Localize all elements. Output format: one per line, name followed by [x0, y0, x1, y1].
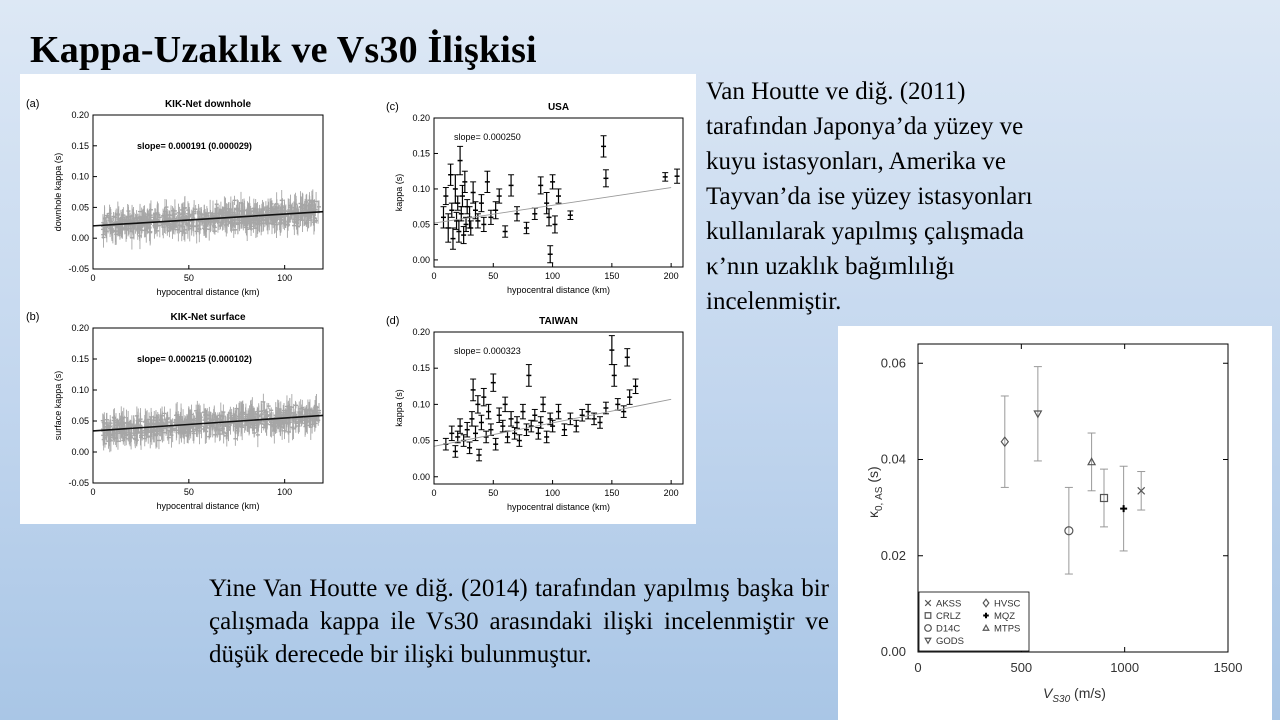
station-point-hvsc: [1001, 396, 1009, 487]
legend-label: CRLZ: [936, 611, 961, 622]
data-point: [547, 246, 553, 263]
y-tick-label: -0.05: [68, 264, 89, 274]
station-point-mtps: [1088, 433, 1096, 491]
data-point: [624, 349, 630, 366]
right-paragraph-line: tarafından Japonya’da yüzey ve: [706, 113, 1024, 140]
data-point: [493, 202, 499, 219]
x-axis-label: hypocentral distance (km): [156, 501, 260, 511]
x-tick-label: 0: [90, 273, 96, 283]
x-tick-label: 0: [90, 487, 96, 497]
y-tick-label: 0.10: [71, 171, 89, 182]
data-point: [488, 210, 494, 224]
slope-annotation: slope= 0.000215 (0.000102): [137, 354, 252, 364]
legend-label: D14C: [936, 623, 961, 635]
legend-label: GODS: [936, 636, 964, 647]
data-point: [540, 397, 546, 411]
x-tick-label: 50: [183, 487, 194, 497]
y-tick-label: 0.00: [880, 644, 906, 659]
data-point: [512, 428, 518, 440]
data-point: [520, 404, 526, 418]
y-tick-label: 0.00: [71, 447, 89, 457]
y-axis-label: downhole kappa (s): [53, 152, 63, 232]
data-point: [662, 173, 668, 182]
y-tick-label: -0.05: [68, 478, 89, 488]
x-axis-label: hypocentral distance (km): [506, 285, 611, 295]
data-point: [552, 216, 558, 233]
data-point: [615, 399, 621, 411]
x-axis-symbol: V: [1043, 685, 1053, 701]
y-tick-label: 0.15: [412, 363, 430, 374]
y-tick-label: 0.15: [412, 148, 430, 159]
y-tick-label: 0.06: [880, 355, 906, 371]
data-point: [556, 189, 562, 203]
y-axis-label: kappa (s): [394, 389, 404, 427]
data-point: [627, 390, 633, 404]
x-tick-label: 200: [663, 488, 679, 498]
data-points: [440, 136, 680, 263]
right-paragraph: [706, 74, 1266, 319]
data-point: [567, 211, 573, 220]
y-tick-label: 0.04: [880, 451, 906, 467]
x-tick-label: 1000: [1110, 660, 1140, 675]
right-paragraph-line: incelenmiştir.: [706, 288, 842, 315]
panel-title: TAIWAN: [539, 316, 578, 327]
data-point: [535, 428, 541, 440]
x-axis-subscript: S30: [1052, 694, 1071, 705]
x-tick-label: 150: [604, 488, 620, 498]
x-tick-label: 0: [431, 488, 437, 498]
x-tick-label: 100: [277, 273, 293, 283]
panel-c: [386, 101, 683, 295]
x-tick-label: 0: [914, 660, 922, 675]
y-axis-label: kappa (s): [394, 173, 404, 212]
y-axis-label: [865, 466, 885, 518]
data-point: [609, 336, 615, 365]
right-paragraph-line: κ’nın uzaklık bağımlılığı: [706, 253, 955, 280]
data-point: [449, 426, 455, 440]
data-point: [469, 412, 475, 426]
data-point: [611, 365, 617, 387]
data-point: [532, 208, 538, 219]
y-axis-subscript: 0, AS: [874, 486, 885, 511]
bottom-paragraph: Yine Van Houtte ve diğ. (2014) tarafından yapılmış başka bir çalışmada kappa ile Vs30 arasındaki ilişki incelenmiştir ve düşük derecede bir ilişki bulunmuştur.: [209, 575, 829, 668]
data-point: [468, 221, 474, 235]
legend-label: AKSS: [936, 598, 962, 610]
panel-a: [26, 98, 323, 297]
data-point: [488, 424, 494, 436]
y-tick-label: 0.10: [71, 385, 89, 395]
y-tick-label: 0.20: [412, 113, 430, 123]
right-paragraph-line: Van Houtte ve diğ. (2011): [706, 78, 966, 105]
x-tick-label: 100: [545, 271, 561, 281]
legend-label: MTPS: [994, 623, 1021, 635]
data-point: [633, 379, 639, 393]
data-point: [550, 175, 556, 189]
data-point: [573, 420, 579, 432]
y-tick-label: 0.05: [412, 219, 430, 230]
y-tick-label: 0.10: [412, 183, 430, 194]
right-paragraph-line: kullanılarak yapılmış çalışmada: [706, 218, 1024, 245]
data-point: [538, 177, 544, 194]
y-tick-label: 0.20: [71, 110, 89, 120]
slide-title: Kappa-Uzaklık ve Vs30 İlişkisi: [30, 29, 537, 71]
distance-figure: [20, 74, 696, 524]
x-tick-label: 1500: [1213, 660, 1243, 675]
x-tick-label: 0: [431, 271, 437, 281]
y-tick-label: 0.20: [71, 323, 89, 333]
station-point-d14c: [1065, 487, 1073, 574]
x-tick-label: 50: [488, 488, 499, 498]
vs30-plot: [865, 344, 1242, 705]
slope-annotation: slope= 0.000191 (0.000029): [137, 141, 252, 151]
data-point: [476, 449, 482, 461]
slope-annotation: slope= 0.000323: [454, 346, 521, 356]
panel-label: (c): [386, 101, 399, 113]
data-point: [579, 409, 585, 421]
data-point: [532, 409, 538, 421]
data-points: [101, 189, 321, 249]
data-point: [502, 397, 508, 411]
panel-title: KIK-Net surface: [170, 312, 246, 323]
data-point: [502, 226, 508, 237]
x-tick-label: 100: [545, 488, 561, 498]
data-point: [528, 420, 534, 432]
data-point: [478, 415, 484, 429]
data-point: [481, 388, 487, 405]
x-tick-label: 100: [277, 487, 293, 497]
data-point: [514, 207, 520, 221]
data-point: [452, 446, 458, 458]
data-point: [493, 438, 499, 450]
data-point: [523, 222, 529, 233]
data-point: [597, 417, 603, 429]
data-point: [440, 207, 446, 228]
y-tick-label: 0.15: [71, 354, 89, 364]
y-tick-label: 0.05: [71, 416, 89, 426]
y-tick-label: 0.10: [412, 399, 430, 410]
data-point: [508, 412, 514, 426]
data-point: [470, 182, 476, 203]
x-tick-label: 200: [663, 271, 679, 281]
data-point: [561, 424, 567, 436]
legend-label: MQZ: [994, 611, 1016, 622]
data-point: [486, 404, 492, 418]
x-axis-unit: (m/s): [1070, 685, 1106, 701]
data-point: [475, 396, 481, 413]
station-point-crlz: [1100, 469, 1108, 527]
y-tick-label: 0.02: [880, 547, 906, 563]
panel-label: (b): [26, 311, 40, 323]
vs30-figure-svg: [838, 326, 1272, 720]
data-point: [496, 189, 502, 203]
x-tick-label: 50: [183, 273, 194, 283]
data-point: [450, 228, 456, 249]
y-tick-label: 0.05: [412, 435, 430, 446]
legend: [919, 592, 1029, 651]
data-point: [467, 442, 473, 454]
plot-frame: [93, 115, 323, 269]
y-tick-label: 0.15: [71, 140, 89, 151]
x-tick-label: 500: [1010, 660, 1033, 675]
y-axis-symbol: κ: [865, 511, 881, 518]
data-point: [294, 402, 298, 408]
data-point: [508, 175, 514, 196]
y-tick-label: 0.20: [412, 327, 430, 337]
data-point: [514, 417, 520, 429]
data-point: [483, 431, 489, 443]
distance-figure-svg: [20, 74, 696, 524]
x-tick-label: 50: [488, 271, 499, 281]
data-point: [490, 374, 496, 391]
data-point: [526, 365, 532, 387]
data-point: [481, 217, 487, 231]
data-point: [523, 424, 529, 436]
y-tick-label: 0.00: [412, 254, 430, 265]
data-point: [505, 431, 511, 443]
x-tick-label: 150: [604, 271, 620, 281]
panel-label: (a): [26, 98, 40, 110]
panel-title: USA: [547, 102, 570, 113]
station-point-akss: [1137, 472, 1145, 511]
data-point: [538, 417, 544, 429]
data-point: [457, 146, 463, 174]
data-point: [601, 136, 607, 157]
data-point: [621, 406, 627, 418]
y-tick-label: 0.00: [412, 471, 430, 482]
data-point: [516, 435, 522, 447]
data-point: [674, 169, 680, 183]
x-axis-label: [1043, 685, 1106, 705]
panel-title: KIK-Net downhole: [164, 99, 252, 110]
data-point: [544, 431, 550, 443]
data-point: [585, 404, 591, 418]
legend-label: HVSC: [994, 598, 1021, 610]
data-point: [470, 379, 476, 401]
y-tick-label: 0.00: [71, 233, 89, 244]
data-point: [449, 203, 455, 217]
data-point: [556, 404, 562, 418]
vs30-figure: [838, 326, 1272, 720]
right-paragraph-line: kuyu istasyonları, Amerika ve: [706, 148, 1006, 175]
data-point: [443, 188, 449, 205]
marker-plus: [1120, 505, 1127, 512]
right-paragraph-line: Tayvan’da ise yüzey istasyonları: [706, 183, 1033, 210]
panel-d: [386, 315, 683, 512]
fit-line: [434, 188, 671, 223]
data-point: [478, 195, 484, 212]
x-axis-label: hypocentral distance (km): [506, 502, 611, 512]
x-axis-label: hypocentral distance (km): [156, 287, 260, 297]
data-point: [603, 170, 609, 187]
panel-label: (d): [386, 315, 400, 327]
y-axis-label: surface kappa (s): [53, 370, 63, 441]
data-point: [484, 171, 490, 192]
y-tick-label: 0.05: [71, 202, 89, 213]
y-axis-unit: (s): [865, 466, 881, 487]
station-point-gods: [1034, 367, 1042, 461]
slope-annotation: slope= 0.000250: [454, 132, 521, 142]
panel-b: [26, 311, 323, 511]
station-point-mqz: [1120, 466, 1128, 551]
